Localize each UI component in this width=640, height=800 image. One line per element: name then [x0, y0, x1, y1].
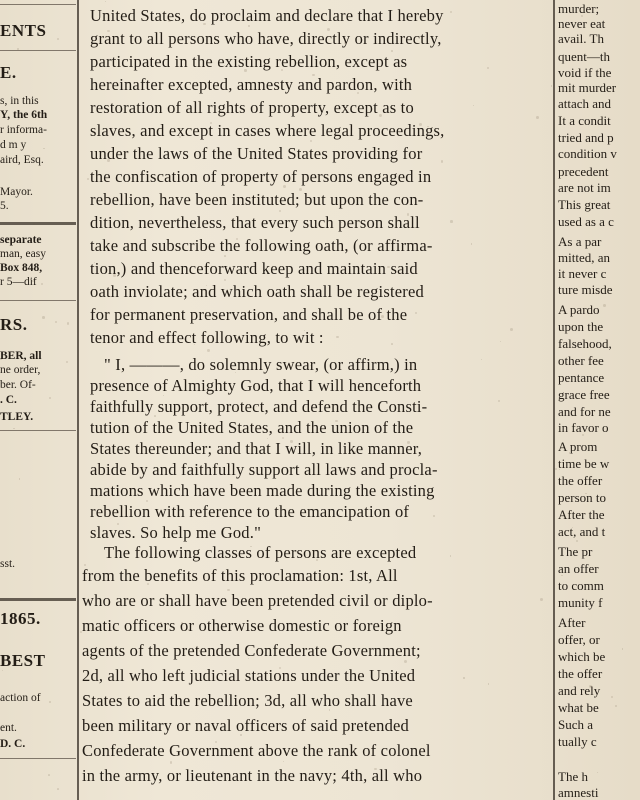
right-column-line: the offer: [558, 666, 603, 681]
left-column-line: man, easy: [0, 248, 46, 260]
left-column-line: separate: [0, 234, 42, 246]
right-column-line: tried and p: [558, 130, 614, 145]
left-column-line: sst.: [0, 558, 16, 570]
paper-speck: [336, 336, 339, 339]
paper-speck: [219, 197, 222, 200]
paper-speck: [134, 107, 135, 108]
paper-speck: [357, 92, 359, 94]
proclamation-text-line: take and subscribe the following oath, (or affirma-: [90, 236, 433, 255]
column-divider: [0, 598, 76, 601]
right-column-line: Such a: [558, 717, 594, 732]
right-column-line: mit murder: [558, 80, 617, 95]
proclamation-text-line: Confederate Government above the rank of colonel: [82, 741, 431, 760]
paper-speck: [160, 622, 162, 624]
right-column-line: grace free: [558, 387, 610, 402]
left-column-line: 1865.: [0, 609, 41, 628]
column-divider: [0, 758, 76, 759]
proclamation-text-line: States to aid the rebellion; 3d, all who shall have: [82, 691, 413, 710]
paper-speck: [256, 604, 258, 606]
paper-speck: [433, 515, 435, 517]
right-column-line: void if the: [558, 65, 612, 80]
paper-speck: [49, 701, 51, 703]
right-column-line: to comm: [558, 578, 604, 593]
paper-speck: [283, 761, 284, 762]
paper-speck: [117, 523, 119, 525]
right-column-line: The pr: [558, 544, 593, 559]
proclamation-text-line: agents of the pretended Confederate Government;: [82, 641, 421, 660]
proclamation-text-line: presence of Almighty God, that I will henceforth: [90, 376, 422, 395]
paper-speck: [42, 316, 45, 319]
paper-speck: [555, 468, 557, 470]
left-column-line: r 5—dif: [0, 276, 37, 288]
paper-speck: [267, 179, 269, 181]
paper-speck: [104, 386, 105, 387]
right-column-line: amnesti: [558, 785, 599, 800]
right-column-line: pentance: [558, 370, 605, 385]
right-column-line: The h: [558, 769, 588, 784]
paper-speck: [344, 42, 346, 44]
paper-speck: [336, 751, 338, 753]
right-column-line: offer, or: [558, 632, 600, 647]
right-column-line: person to: [558, 490, 607, 505]
paper-speck: [327, 28, 330, 31]
paper-speck: [41, 283, 43, 285]
paper-speck: [224, 255, 226, 257]
paper-speck: [450, 220, 453, 223]
left-column-line: aird, Esq.: [0, 154, 44, 166]
proclamation-text-line: oath inviolate; and which oath shall be registered: [90, 282, 424, 301]
right-column-line: After: [558, 615, 586, 630]
left-column-line: ne order,: [0, 364, 41, 376]
left-column-line: r informa-: [0, 124, 47, 136]
paper-speck: [540, 598, 543, 601]
right-column-line: A pardo: [558, 302, 600, 317]
paper-speck: [235, 372, 236, 373]
paper-speck: [107, 159, 109, 161]
proclamation-text-line: rebellion with reference to the emancipation of: [90, 502, 410, 521]
paper-speck: [335, 420, 337, 422]
column-divider: [0, 50, 76, 51]
paper-speck: [407, 213, 409, 215]
paper-speck: [407, 441, 409, 443]
right-column-line: tually c: [558, 734, 597, 749]
paper-speck: [488, 683, 490, 685]
paper-speck: [603, 304, 606, 307]
right-column-line: munity f: [558, 595, 603, 610]
left-column-line: Mayor.: [0, 186, 33, 198]
right-column-line: act, and t: [558, 524, 606, 539]
right-column-line: time be w: [558, 456, 610, 471]
right-column-line: it never c: [558, 266, 607, 281]
paper-speck: [227, 589, 229, 591]
right-column-line: mitted, an: [558, 250, 610, 265]
column-divider: [0, 222, 76, 225]
proclamation-text-line: dition, nevertheless, that every such person shall: [90, 213, 420, 232]
proclamation-text-line: slaves. So help me God.": [90, 523, 262, 542]
paper-speck: [415, 312, 417, 314]
main-column-proclamation: [82, 0, 548, 800]
paper-speck: [463, 677, 464, 678]
paper-speck: [206, 285, 207, 286]
right-column-line: ture misde: [558, 282, 613, 297]
left-column-line: Box 848,: [0, 262, 43, 274]
column-divider: [0, 300, 76, 301]
paper-speck: [137, 467, 139, 469]
paper-speck: [553, 183, 555, 185]
proclamation-text-line: from the benefits of this proclamation: 1st, All: [82, 566, 398, 585]
paper-speck: [32, 280, 33, 281]
right-column-line: As a par: [558, 234, 602, 249]
left-column-line: D. C.: [0, 738, 26, 750]
paper-speck: [248, 25, 249, 26]
right-column-line: used as a c: [558, 214, 614, 229]
paper-speck: [147, 583, 149, 585]
left-column-line: ENTS: [0, 21, 47, 40]
paper-speck: [170, 761, 172, 763]
proclamation-text-line: who are or shall have been pretended civil or diplo-: [82, 591, 433, 610]
paper-speck: [391, 50, 393, 52]
paper-speck: [381, 315, 384, 318]
paper-speck: [236, 238, 238, 240]
right-column-line: never eat: [558, 16, 606, 31]
paper-speck: [0, 359, 2, 361]
proclamation-text-line: been military or naval officers of said pretended: [82, 716, 409, 735]
right-column-line: This great: [558, 197, 611, 212]
right-column-line: precedent: [558, 164, 609, 179]
left-column-line: d m y: [0, 139, 27, 151]
right-column-clipped: [556, 0, 640, 800]
left-column-line: RS.: [0, 315, 28, 334]
proclamation-text-line: tution of the United States, and the union of the: [90, 418, 414, 437]
proclamation-text-line: restoration of all rights of property, except as to: [90, 98, 414, 117]
proclamation-text-line: tenor and effect following, to wit :: [90, 328, 324, 347]
paper-speck: [78, 259, 79, 260]
paper-speck: [588, 358, 591, 361]
right-column-line: falsehood,: [558, 336, 612, 351]
proclamation-text-line: grant to all persons who have, directly or indirectly,: [90, 29, 442, 48]
proclamation-text-line: the confiscation of property of persons engaged in: [90, 167, 432, 186]
right-column-line: murder;: [558, 1, 600, 16]
paper-speck: [244, 69, 246, 71]
paper-speck: [105, 1, 106, 2]
right-column-line: and rely: [558, 683, 601, 698]
paper-speck: [13, 428, 14, 429]
paper-speck: [240, 430, 242, 432]
proclamation-text-line: The following classes of persons are excepted: [104, 543, 417, 562]
left-column-line: TLEY.: [0, 411, 34, 423]
column-rule: [553, 0, 555, 800]
proclamation-text-line: mations which have been made during the existing: [90, 481, 435, 500]
paper-speck: [391, 343, 393, 345]
paper-speck: [450, 555, 451, 556]
proclamation-text-line: " I, ———, do solemnly swear, (or affirm,) in: [104, 355, 418, 374]
right-column-line: quent—th: [558, 49, 610, 64]
proclamation-text-line: rebellion, have been instituted; but upon the con-: [90, 190, 424, 209]
left-column-line: . C.: [0, 394, 17, 406]
paper-speck: [536, 116, 539, 119]
right-column-line: After the: [558, 507, 605, 522]
paper-speck: [379, 114, 382, 117]
paper-speck: [207, 349, 210, 352]
paper-speck: [290, 440, 292, 442]
right-column-line: an offer: [558, 561, 599, 576]
right-column-line: It a condit: [558, 113, 611, 128]
paper-speck: [100, 384, 102, 386]
left-column-line: ent.: [0, 722, 17, 734]
paper-speck: [188, 629, 189, 630]
proclamation-text-line: United States, do proclaim and declare that I hereby: [90, 6, 444, 25]
right-column-line: upon the: [558, 319, 604, 334]
left-column-line: Y, the 6th: [0, 109, 48, 121]
right-column-line: are not im: [558, 180, 611, 195]
proclamation-text-line: States thereunder; and that I will, in like manner,: [90, 439, 423, 458]
paper-speck: [179, 136, 181, 138]
left-column-line: E.: [0, 63, 17, 82]
paper-speck: [154, 415, 156, 417]
proclamation-text-line: abide by and faithfully support all laws and procla-: [90, 460, 438, 479]
proclamation-text-line: in the army, or lieutenant in the navy; 4th, all who: [82, 766, 423, 785]
paper-speck: [419, 123, 422, 126]
column-divider: [0, 430, 76, 431]
proclamation-text-line: tion,) and thenceforward keep and maintain said: [90, 259, 418, 278]
left-column-line: 5.: [0, 200, 9, 212]
column-divider: [0, 4, 76, 5]
right-column-line: other fee: [558, 353, 604, 368]
paper-speck: [310, 365, 311, 366]
column-rule: [77, 0, 79, 800]
paper-speck: [113, 274, 116, 277]
right-column-line: condition v: [558, 146, 617, 161]
right-column-line: in favor o: [558, 420, 609, 435]
paper-speck: [181, 622, 183, 624]
right-column-line: which be: [558, 649, 606, 664]
left-column-line: ber. Of-: [0, 379, 36, 391]
right-column-line: what be: [558, 700, 599, 715]
paper-speck: [354, 451, 356, 453]
proclamation-text-line: slaves, and except in cases where legal proceedings,: [90, 121, 445, 140]
proclamation-text-line: under the laws of the United States providing for: [90, 144, 423, 163]
paper-speck: [299, 188, 302, 191]
proclamation-text-line: hereinafter excepted, amnesty and pardon, with: [90, 75, 413, 94]
proclamation-text-line: 2d, all who left judicial stations under the United: [82, 666, 416, 685]
paper-speck: [471, 243, 472, 244]
left-column-line: BER, all: [0, 350, 42, 362]
left-column-clipped: [0, 0, 76, 800]
left-column-line: action of: [0, 692, 41, 704]
right-column-line: the offer: [558, 473, 603, 488]
proclamation-text-line: participated in the existing rebellion, except as: [90, 52, 408, 71]
paper-speck: [427, 126, 428, 127]
paper-speck: [33, 223, 35, 225]
right-column-line: avail. Th: [558, 31, 604, 46]
right-column-line: A prom: [558, 439, 598, 454]
right-column-line: attach and: [558, 96, 612, 111]
left-column-line: s, in this: [0, 95, 39, 107]
paper-speck: [240, 734, 241, 735]
proclamation-text-line: matic officers or otherwise domestic or foreign: [82, 616, 402, 635]
left-column-line: BEST: [0, 651, 46, 670]
proclamation-text-line: faithfully support, protect, and defend the Consti-: [90, 397, 428, 416]
right-column-line: and for ne: [558, 404, 611, 419]
proclamation-text-line: for permanent preservation, and shall be of the: [90, 305, 408, 324]
